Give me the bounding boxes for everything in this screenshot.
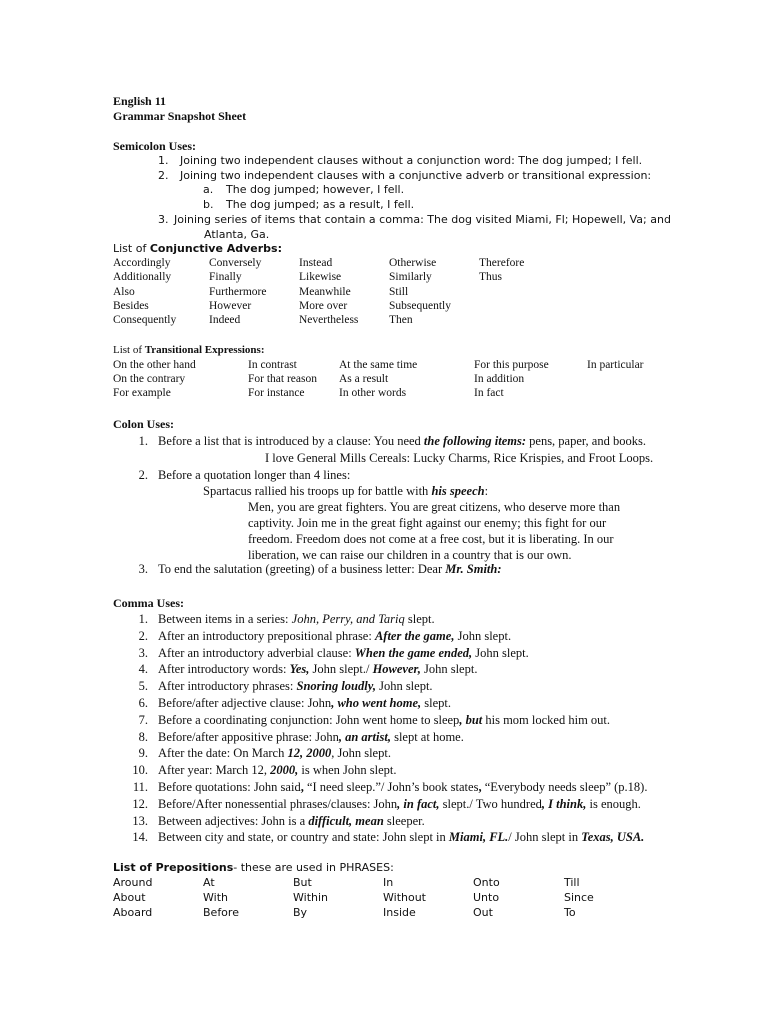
conjunctive-adverb-item: Conversely [209,257,262,269]
comma-example-emphasis: , [478,780,482,794]
transitional-expression-item: In fact [474,387,504,399]
prepositions-suffix: - these are used in PHRASES: [233,861,394,874]
colon-item-1-example-2: I love General Mills Cereals: Lucky Charms, Rice Krispies, and Froot Loops. [265,451,654,465]
course-title: English 11 [113,94,167,108]
comma-item-text: Before a coordinating conjunction: John went home to sleep [158,712,460,727]
conjunctive-adverb-item: Instead [299,257,333,269]
transitional-expression-item: On the other hand [113,359,196,371]
comma-item-text: John slept./ [309,662,373,677]
transitional-expression-item: In contrast [248,359,297,371]
comma-item-number: 4. [138,662,148,677]
conjunctive-adverb-item: Besides [113,299,149,312]
conjunctive-adverb-item: However [209,299,252,312]
preposition-item: Till [564,876,580,889]
comma-example-emphasis: 12, 2000 [287,746,332,761]
comma-item [158,746,391,761]
transitional-expression-item: For this purpose [474,359,549,371]
conjunctive-adverbs-title: Conjunctive Adverbs: [149,242,282,255]
comma-item-number: 10. [132,763,148,778]
prepositions-title: List of Prepositions [113,861,234,874]
comma-example-emphasis: Texas, USA. [581,830,645,845]
comma-example-emphasis: difficult, mean [308,813,384,828]
comma-item [158,646,529,661]
conjunctive-adverb-item: Nevertheless [299,314,359,327]
comma-item-text: Between adjectives: John is a [158,813,309,828]
sheet-title: Grammar Snapshot Sheet [113,109,247,123]
comma-item-text: Before/after adjective clause: John [158,696,332,710]
conjunctive-adverb-item: More over [299,299,348,312]
comma-item-text: After the date: On March [158,746,288,761]
colon-item-3-text: To end the salutation (greeting) of a business letter: Dear [158,562,446,576]
conjunctive-adverb-item: Consequently [113,314,177,327]
comma-item-text: “Everybody needs sleep” (p.18). [481,780,648,794]
comma-item-number: 5. [138,679,148,694]
colon-item-3 [158,562,502,577]
comma-item-text: is enough. [586,796,641,811]
comma-item [158,679,433,694]
semicolon-item-number: 3. [158,213,169,226]
comma-item [158,730,464,745]
preposition-item: Within [293,891,329,904]
transitional-expression-item: For that reason [248,373,317,385]
preposition-item: To [564,906,576,919]
comma-example-emphasis: , in fact, [397,796,440,811]
comma-item [158,830,644,845]
preposition-item: In [383,876,394,889]
colon-item-1-text-end: pens, paper, and books. [526,434,646,448]
comma-item-number: 11. [132,780,148,794]
comma-example-emphasis: Snoring loudly, [296,679,376,694]
comma-example-emphasis: 2000, [270,763,299,778]
colon-item-2-intro [203,484,488,499]
conjunctive-adverb-item: Similarly [389,271,432,284]
semicolon-item-text: The dog jumped; however, I fell. [226,183,405,196]
comma-item-number: 2. [138,628,148,643]
colon-item-number: 2. [138,468,148,482]
semicolon-item-number: 1. [158,154,169,167]
colon-item-2-intro-text: Spartacus rallied his troops up for battle with [203,484,432,498]
semicolon-item-number: b. [203,198,214,211]
comma-item-text: “I need sleep.”/ John’s book states [303,780,479,794]
comma-item-text: , John slept. [331,746,391,761]
transitional-expression-item: For example [113,387,171,399]
transitional-expressions-prefix: List of [113,344,145,356]
conjunctive-adverbs-prefix: List of [113,242,150,255]
comma-item-number: 9. [138,746,148,761]
comma-item-text: his mom locked him out. [482,712,611,727]
comma-item-number: 12. [132,796,148,811]
semicolon-item-text: Joining series of items that contain a comma: The dog visited Miami, Fl; Hopewell, Va; and [174,213,671,226]
preposition-item: Without [383,891,426,904]
comma-item-text: After year: March 12, [158,763,271,778]
comma-example-emphasis: , [300,780,304,794]
comma-item-number: 1. [138,612,148,626]
comma-item [158,713,610,728]
comma-item [158,612,435,627]
comma-example-emphasis: When the game ended, [354,645,473,660]
preposition-item: Onto [473,876,500,889]
comma-example-emphasis: However, [372,662,421,677]
transitional-expression-item: As a result [339,373,389,385]
semicolon-item-text: Joining two independent clauses without a conjunction word: The dog jumped; I fell. [180,154,643,167]
colon-item-1-emphasis: the following items: [423,434,527,448]
comma-item [158,814,425,829]
comma-example-emphasis: Miami, FL. [448,830,509,845]
comma-item-text: After an introductory prepositional phrase: [158,628,375,643]
comma-example-emphasis: John, Perry, and Tariq [291,612,405,626]
preposition-item: Before [203,906,239,919]
preposition-item: Unto [473,891,500,904]
comma-item-text: After an introductory adverbial clause: [158,645,355,660]
semicolon-heading: Semicolon Uses: [113,139,196,153]
quote-line: freedom. Freedom does not come at a free cost, but it is liberating. In our [248,532,614,546]
semicolon-item-number: a. [203,183,214,196]
conjunctive-adverb-item: Subsequently [389,299,451,312]
conjunctive-adverb-item: Finally [209,271,242,284]
comma-item-text: After introductory phrases: [158,679,297,694]
comma-item [158,763,397,778]
comma-item [158,797,641,812]
colon-item-number: 3. [138,562,148,576]
conjunctive-adverbs-label [113,242,282,255]
conjunctive-adverb-item: Accordingly [113,257,171,269]
comma-example-emphasis: After the game, [374,628,455,643]
comma-item-text: Before quotations: John said [158,780,301,794]
comma-item-text: Before/after appositive phrase: John [158,729,339,744]
comma-item-number: 6. [138,696,148,710]
conjunctive-adverb-item: Likewise [299,271,342,284]
transitional-expression-item: In other words [339,387,407,399]
quote-line: liberation, we can raise our children in a country that is our own. [248,548,572,562]
comma-item-text: Before/After nonessential phrases/clauses: John [158,796,398,811]
comma-item-text: slept at home. [390,729,464,744]
prepositions-label [113,861,394,874]
conjunctive-adverb-item: Thus [479,271,502,284]
comma-item-text: slept./ Two hundred [439,796,542,811]
transitional-expression-item: For instance [248,387,305,399]
conjunctive-adverb-item: Therefore [479,257,525,269]
semicolon-item-text: The dog jumped; as a result, I fell. [226,198,415,211]
preposition-item: Inside [383,906,416,919]
comma-item [158,629,511,644]
preposition-item: Aboard [113,906,153,919]
comma-item [158,696,451,711]
preposition-item: About [113,891,146,904]
preposition-item: With [203,891,228,904]
comma-item-text: slept. [404,612,435,626]
quote-line: Men, you are great fighters. You are great citizens, who deserve more than [248,500,621,514]
comma-item-text: Between city and state, or country and state: John slept in [158,830,449,845]
colon-item-1-text: Before a list that is introduced by a clause: You need [158,434,424,448]
comma-example-emphasis: , I think, [541,796,587,811]
colon-item-number: 1. [138,434,148,448]
comma-item-text: John slept. [375,679,433,694]
comma-item-text: sleeper. [383,813,425,828]
conjunctive-adverb-item: Indeed [209,314,241,327]
preposition-item: But [293,876,312,889]
transitional-expression-item: On the contrary [113,373,186,385]
comma-item-text: / John slept in [508,830,582,845]
comma-heading: Comma Uses: [113,596,184,610]
preposition-item: Since [564,891,594,904]
comma-item-number: 13. [132,813,148,828]
transitional-expressions-label [113,344,264,356]
comma-item-text: John slept. [454,628,512,643]
transitional-expression-item: At the same time [339,359,418,371]
conjunctive-adverb-item: Still [389,285,409,298]
comma-item-text: Between items in a series: [158,612,292,626]
colon-item-1 [158,434,646,449]
comma-item-text: John slept. [472,645,529,660]
comma-item [158,780,647,795]
comma-item-text: John slept. [420,662,478,677]
colon-heading: Colon Uses: [113,417,175,431]
comma-item-text: slept. [421,696,451,710]
conjunctive-adverb-item: Also [113,285,135,298]
comma-item-number: 8. [138,729,148,744]
preposition-item: Out [473,906,493,919]
colon-item-3-emphasis: Mr. Smith: [445,562,502,576]
preposition-item: Around [113,876,153,889]
colon-item-2-intro-end: : [484,484,489,498]
comma-example-emphasis: Yes, [289,662,310,677]
comma-example-emphasis: , but [459,712,483,727]
conjunctive-adverb-item: Furthermore [209,285,267,298]
comma-item-text: After introductory words: [158,662,290,677]
preposition-item: By [293,906,308,919]
transitional-expression-item: In addition [474,373,525,385]
comma-item-number: 7. [138,712,148,727]
transitional-expressions-title: Transitional Expressions: [144,344,265,356]
preposition-item: At [203,876,215,889]
colon-item-2: Before a quotation longer than 4 lines: [158,468,351,482]
quote-line: captivity. Join me in the great fight against our enemy; this fight for our [248,516,607,530]
conjunctive-adverb-item: Then [389,314,413,327]
semicolon-item-number: 2. [158,169,169,182]
semicolon-item-text: Joining two independent clauses with a conjunctive adverb or transitional expression: [180,169,652,182]
semicolon-item-text: Atlanta, Ga. [204,228,270,241]
comma-item-number: 14. [132,830,148,845]
comma-item [158,662,477,677]
comma-example-emphasis: , who went home, [331,696,422,710]
comma-item-number: 3. [138,645,148,660]
conjunctive-adverb-item: Additionally [113,271,172,284]
comma-example-emphasis: , an artist, [338,729,391,744]
conjunctive-adverb-item: Meanwhile [299,285,351,298]
conjunctive-adverb-item: Otherwise [389,257,437,269]
colon-item-2-intro-emphasis: his speech [431,484,485,498]
transitional-expression-item: In particular [587,359,644,371]
comma-item-text: is when John slept. [298,763,397,778]
